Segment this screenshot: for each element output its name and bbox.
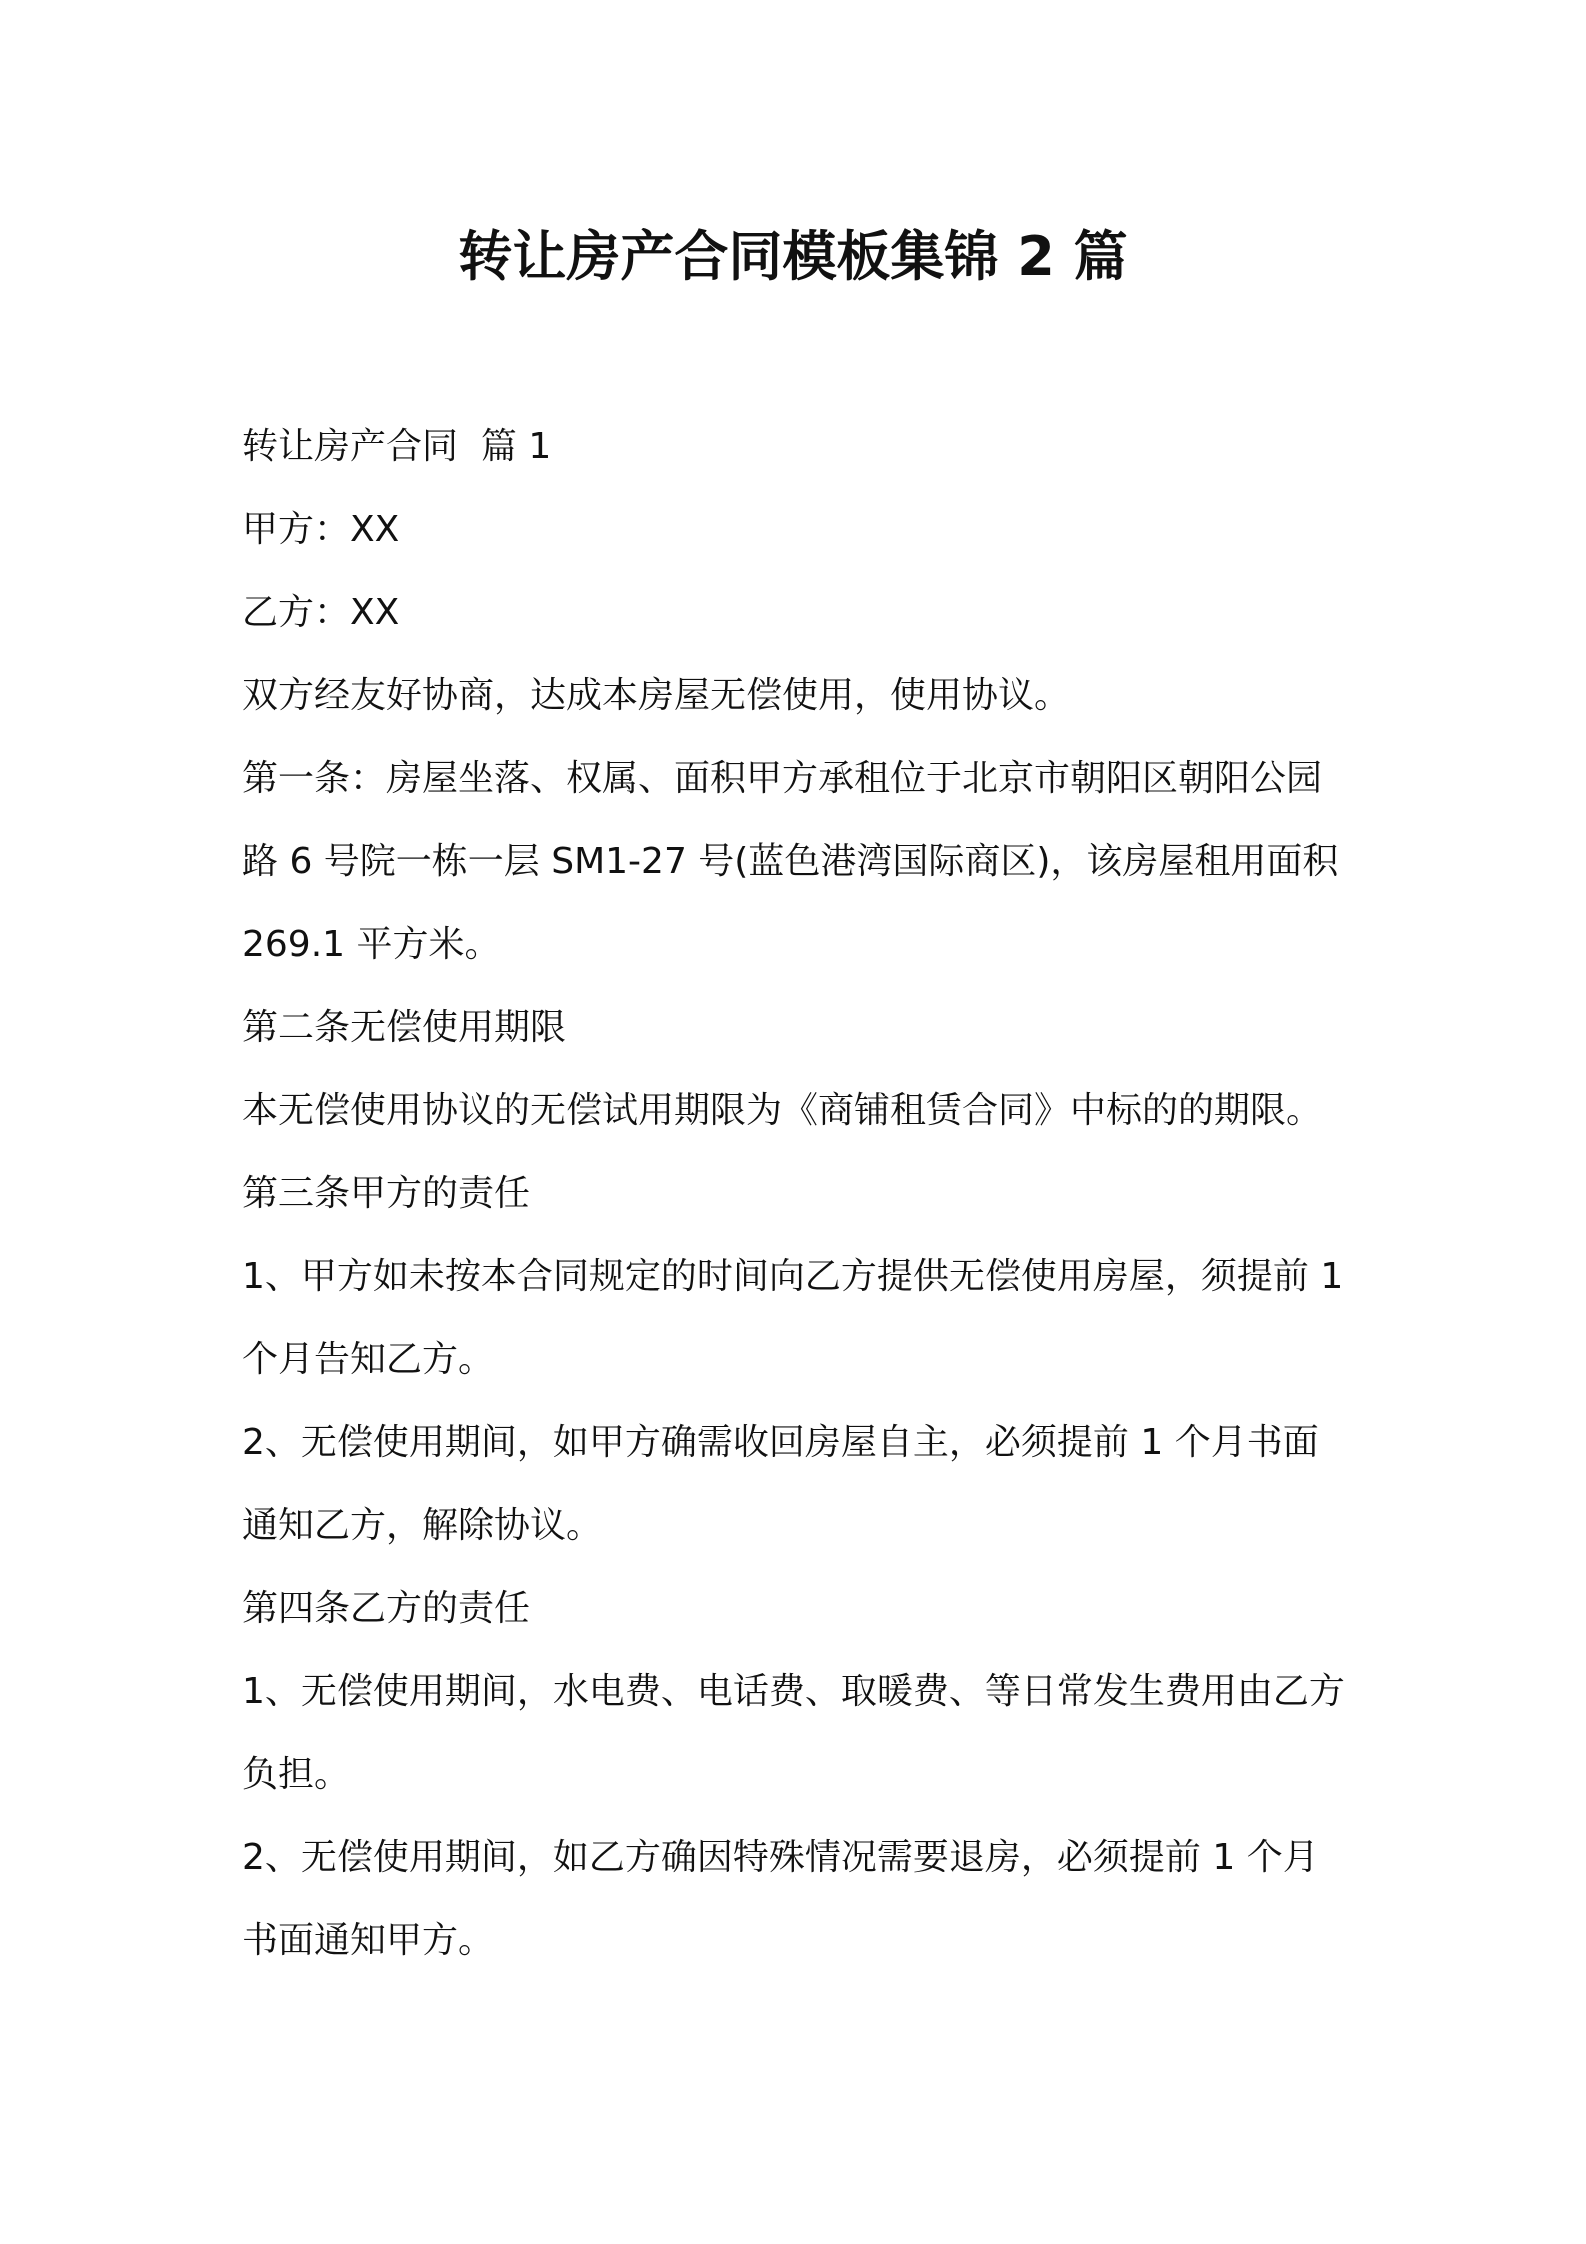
article-3-heading: 第三条甲方的责任 bbox=[242, 1173, 531, 1214]
article-4-item-2: 2、无偿使用期间，如乙方确因特殊情况需要退房，必须提前 1 个月书面通知甲方。 bbox=[242, 1837, 1319, 1961]
article-2-text: 本无偿使用协议的无偿试用期限为《商铺租赁合同》中标的的期限。 bbox=[242, 1090, 1323, 1131]
article-3-item-2: 2、无偿使用期间，如甲方确需收回房屋自主，必须提前 1 个月书面通知乙方，解除协议。 bbox=[242, 1422, 1319, 1546]
party-b: 乙方：XX bbox=[242, 592, 400, 633]
agreement-intro: 双方经友好协商，达成本房屋无偿使用，使用协议。 bbox=[242, 675, 1071, 716]
section-heading: 转让房产合同 篇 1 bbox=[242, 426, 552, 467]
article-2-heading: 第二条无偿使用期限 bbox=[242, 1007, 567, 1048]
article-4-item-1: 1、无偿使用期间，水电费、电话费、取暖费、等日常发生费用由乙方负担。 bbox=[242, 1671, 1345, 1795]
party-a: 甲方：XX bbox=[242, 509, 400, 550]
document-body bbox=[242, 405, 1355, 1982]
article-4-heading: 第四条乙方的责任 bbox=[242, 1588, 531, 1629]
article-3-item-1: 1、甲方如未按本合同规定的时间向乙方提供无偿使用房屋，须提前 1 个月告知乙方。 bbox=[242, 1256, 1355, 1380]
document-title: 转让房产合同模板集锦 2 篇 bbox=[458, 225, 1128, 288]
article-1: 第一条：房屋坐落、权属、面积甲方承租位于北京市朝阳区朝阳公园路 6 号院一栋一层 SM1-27 号(蓝色港湾国际商区)，该房屋租用面积 269.1 平方米。 bbox=[242, 758, 1350, 965]
